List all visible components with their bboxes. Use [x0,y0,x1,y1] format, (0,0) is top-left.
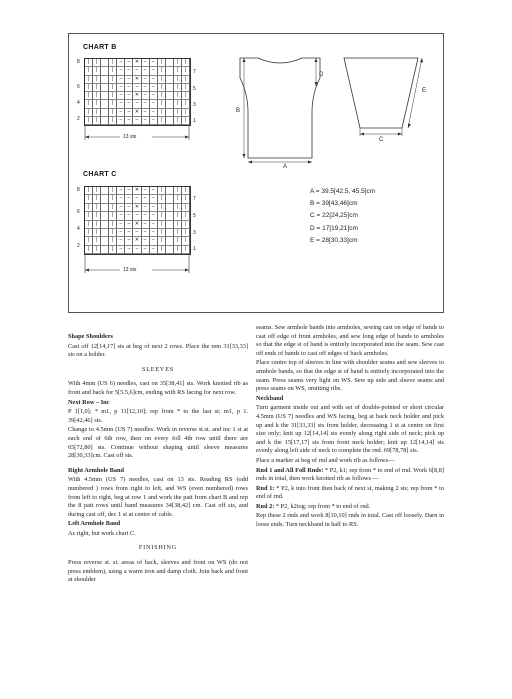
chart-cell: – [142,92,150,100]
rnd1-all-text: * P2, k1; rep from * to end of rnd. Work 6[8,8] rnds in total, then work knotted rib as follows — [256,466,444,483]
rnd2-paragraph [256,503,444,512]
chart-cell: | [182,84,190,92]
chart-cell: – [150,237,158,245]
chart-cell: | [174,109,182,117]
chart-cell: | [174,67,182,75]
chart-cell: – [117,204,125,212]
next-row-text: P 1[1,0]; * m1, p 11[12,10]; rep from * to the last st; m1, p 1. 39[42,46] sts. [68,408,248,424]
change-needles-text: Change to 4.5mm (US 7) needles. Work in reverse st.st. and inc 1 st at each end of 6th row, then on every foll 4th row until there are 65[72,80] sts. Continue without shaping until sleeve measures 28[30,33]cm. Cast off sts. [68,426,248,460]
sleeves-text: With 4mm (US 6) needles, cast on 35[38,41] sts. Work knotted rib as front and back for 5[5.5,6]cm, ending with RS facing for next row. [68,380,248,396]
chart-cell: – [125,237,133,245]
chart-cell: | [174,92,182,100]
chart-cell: | [174,187,182,195]
finishing-text: Press reverse st. st. areas of back, sleeves and front on WS (do not press emblem), using a warm iron and damp cloth. Join back and front at shoulder [68,559,248,584]
chart-cell: | [158,117,166,125]
chart-cell: | [182,195,190,203]
chart-cell: – [150,92,158,100]
chart-cell: – [150,204,158,212]
neckband-heading: Neckband [256,394,284,402]
chart-cell [166,246,174,254]
chart-cell: | [158,221,166,229]
rnd1-all-label: Rnd 1 and All Foll Rnds: [256,466,324,474]
right-armhole-band-text: With 4.5mm (US 7) needles, cast on 13 sts. Reading RS (odd numbered ) rows from right to left, and WS (even numbered) rows from left to right, beg at row 1 and work the patt from chart B and rep the 8 patt rows until band measures 34[38,42] cm. Cast off sts, and during cast off, dec 1 st at centre of cable. [68,476,248,518]
chart-cell: | [174,59,182,67]
chart-cell: – [125,59,133,67]
chart-b-row-7: 7 [193,69,196,75]
chart-cell: | [109,92,117,100]
chart-cell: – [125,212,133,220]
chart-cell: – [142,204,150,212]
chart-cell: | [93,67,101,75]
chart-cell: – [125,221,133,229]
chart-cell: – [142,195,150,203]
chart-cell: | [85,237,93,245]
chart-b-width-arrow [84,126,190,146]
shape-shoulders-text: Cast off 12[14,17] sts at beg of next 2 rows. Place the rem 31[33,33] sts on a holder. [68,342,248,359]
chart-cell: | [109,221,117,229]
chart-cell: | [174,246,182,254]
chart-cell: – [133,246,141,254]
chart-c-stitch-count: 13 sts [123,267,137,273]
chart-cell: | [93,212,101,220]
repeat-text: Rep these 2 rnds and work 8[10,10] rnds in total. Cast off loosely. Darn in loose ends. Turn neckband in half to RS. [256,512,444,529]
chart-cell [101,84,109,92]
chart-cell [101,187,109,195]
chart-cell: ✕ [133,92,141,100]
chart-cell: – [117,187,125,195]
chart-cell: – [125,117,133,125]
chart-cell: | [158,237,166,245]
chart-cell [101,237,109,245]
dimension-e-label: E [422,88,427,94]
chart-cell: | [85,204,93,212]
chart-c-row-1: 1 [193,246,196,252]
chart-cell: | [93,195,101,203]
chart-cell: | [109,84,117,92]
chart-cell [101,109,109,117]
chart-cell: ✕ [133,187,141,195]
chart-cell: – [133,212,141,220]
chart-cell: | [93,76,101,84]
chart-cell: | [109,237,117,245]
chart-cell: – [150,195,158,203]
dimension-d-label: D [319,72,324,78]
chart-cell: | [85,100,93,108]
chart-cell: ✕ [133,221,141,229]
chart-cell: | [158,100,166,108]
chart-cell: – [150,229,158,237]
chart-cell: – [142,117,150,125]
chart-cell: – [133,117,141,125]
chart-cell: | [109,187,117,195]
chart-b-row-1: 1 [193,118,196,124]
chart-cell: | [93,187,101,195]
chart-cell: – [125,67,133,75]
chart-c-row-4: 4 [77,226,80,232]
chart-cell: – [117,59,125,67]
chart-cell: – [150,187,158,195]
chart-cell: | [109,67,117,75]
chart-cell: – [150,84,158,92]
chart-cell: – [125,100,133,108]
chart-cell: | [109,212,117,220]
measurement-c: C = 22[24,25]cm [310,212,358,219]
chart-cell: – [125,195,133,203]
chart-cell: – [142,246,150,254]
chart-cell: – [125,109,133,117]
shape-shoulders-heading: Shape Shoulders [68,333,113,340]
chart-cell [166,237,174,245]
chart-cell [101,221,109,229]
chart-c-width-arrow [84,255,190,279]
left-text-column [68,333,248,586]
chart-cell: | [174,84,182,92]
chart-cell: – [150,109,158,117]
chart-cell: | [158,204,166,212]
chart-cell: ✕ [133,59,141,67]
chart-cell: – [150,100,158,108]
chart-cell: – [133,100,141,108]
chart-cell [166,212,174,220]
chart-cell: | [182,59,190,67]
chart-cell: | [182,187,190,195]
marker-text: Place a marker at beg of rnd and work rib as follows— [256,456,395,464]
chart-cell: – [117,237,125,245]
rnd2-label: Rnd 2: [256,502,275,510]
chart-cell [101,212,109,220]
chart-cell: – [142,187,150,195]
chart-cell: | [158,67,166,75]
chart-cell [166,84,174,92]
chart-cell: | [158,212,166,220]
chart-cell: – [150,221,158,229]
rnd2-text: * P2, k2tog; rep from * to end of rnd. [275,502,371,510]
dimension-c-label: C [379,137,384,143]
chart-cell [166,92,174,100]
chart-cell [166,221,174,229]
chart-cell: – [142,229,150,237]
chart-cell: | [109,246,117,254]
chart-cell [101,229,109,237]
chart-cell: | [158,92,166,100]
chart-cell: | [182,212,190,220]
chart-cell [101,67,109,75]
chart-cell: | [182,221,190,229]
chart-cell: | [174,212,182,220]
chart-cell: ✕ [133,76,141,84]
chart-cell: – [117,109,125,117]
chart-cell [166,195,174,203]
chart-cell [166,229,174,237]
chart-cell: – [142,67,150,75]
measurement-b: B = 39[43,46]cm [310,200,358,207]
chart-cell [166,204,174,212]
chart-cell: – [142,237,150,245]
chart-cell: | [174,221,182,229]
chart-cell: – [125,84,133,92]
chart-cell: | [85,109,93,117]
chart-cell [166,100,174,108]
chart-cell: – [150,212,158,220]
chart-cell: | [109,117,117,125]
chart-cell [101,204,109,212]
chart-cell: | [93,221,101,229]
chart-cell: – [150,76,158,84]
chart-cell: | [85,67,93,75]
chart-cell: | [93,246,101,254]
chart-cell: | [109,76,117,84]
chart-cell: | [85,117,93,125]
chart-cell [166,76,174,84]
chart-cell: – [133,84,141,92]
body-schematic [228,50,333,170]
chart-c-row-3: 3 [193,230,196,236]
measurement-d: D = 17[19,21]cm [310,225,358,232]
chart-cell: – [142,100,150,108]
chart-cell: | [182,229,190,237]
chart-cell: ✕ [133,237,141,245]
measurement-a: A = 39.5[42.5, 45.5]cm [310,188,376,195]
chart-cell: – [150,67,158,75]
rnd1-paragraph [256,485,444,502]
chart-cell: | [109,109,117,117]
rnd1-label: Rnd 1: [256,484,275,492]
chart-cell: | [182,92,190,100]
chart-cell: | [93,237,101,245]
chart-b-stitch-count: 13 sts [123,134,137,140]
chart-cell: | [158,246,166,254]
chart-cell: | [93,59,101,67]
chart-cell [101,117,109,125]
chart-cell: | [93,204,101,212]
chart-cell: – [125,204,133,212]
chart-cell: – [117,117,125,125]
chart-cell: | [93,109,101,117]
chart-cell: – [117,246,125,254]
chart-c-title: CHART C [83,171,117,178]
chart-cell: | [158,59,166,67]
chart-c-row-7: 7 [193,196,196,202]
chart-cell [101,76,109,84]
chart-cell: – [142,212,150,220]
chart-cell: – [142,76,150,84]
chart-cell [166,187,174,195]
chart-cell: | [174,100,182,108]
chart-cell [166,67,174,75]
measurement-e: E = 28[30,33]cm [310,237,358,244]
chart-cell: – [117,195,125,203]
chart-cell: | [85,59,93,67]
chart-cell [166,117,174,125]
next-row-heading: Next Row – Inc [68,398,110,406]
chart-cell: | [182,67,190,75]
chart-cell [101,92,109,100]
chart-cell: | [85,195,93,203]
chart-cell: | [93,117,101,125]
chart-cell [101,59,109,67]
chart-cell: ✕ [133,109,141,117]
chart-cell [166,109,174,117]
chart-cell: | [174,204,182,212]
chart-cell: | [158,187,166,195]
chart-cell: | [93,92,101,100]
chart-cell: – [125,229,133,237]
chart-cell: – [125,92,133,100]
chart-cell: | [174,195,182,203]
chart-cell: | [182,76,190,84]
chart-cell: – [117,100,125,108]
chart-cell: – [117,84,125,92]
chart-cell: | [109,229,117,237]
chart-cell: – [117,92,125,100]
chart-b-row-3: 3 [193,102,196,108]
chart-cell: | [182,109,190,117]
finishing-heading: FINISHING [138,544,178,552]
chart-cell: | [93,100,101,108]
chart-cell: – [117,76,125,84]
chart-cell: – [142,221,150,229]
chart-cell: | [109,100,117,108]
chart-cell: | [158,229,166,237]
chart-c-row-2: 2 [77,243,80,249]
chart-cell: | [182,117,190,125]
chart-cell [101,246,109,254]
chart-cell: – [133,195,141,203]
chart-cell: | [85,84,93,92]
chart-cell [101,100,109,108]
chart-cell: | [174,117,182,125]
chart-cell: – [150,246,158,254]
chart-cell: | [182,100,190,108]
left-armhole-band-heading: Left Armhole Band [68,520,121,528]
chart-b-row-4: 4 [77,100,80,106]
chart-b-row-2: 2 [77,116,80,122]
chart-cell: | [93,229,101,237]
chart-cell: | [85,76,93,84]
dimension-b-label: B [236,108,241,114]
chart-cell: – [133,67,141,75]
chart-b-title: CHART B [83,44,117,51]
chart-cell: | [158,195,166,203]
chart-b-row-5: 5 [193,86,196,92]
sleeves-heading: SLEEVES [141,365,175,373]
chart-cell: | [109,204,117,212]
rnd1-text: * P2, k into front then back of next st, making 2 sts; rep from * to end of rnd. [256,484,445,501]
sleeve-schematic [338,50,438,150]
chart-cell: | [174,237,182,245]
chart-cell: – [125,187,133,195]
chart-b-grid [84,58,191,126]
left-armhole-band-text: As right, but work chart C. [68,529,136,537]
chart-cell: | [85,246,93,254]
chart-cell: | [182,246,190,254]
chart-cell: – [142,84,150,92]
chart-cell: | [109,59,117,67]
chart-c-row-8: 8 [77,187,80,193]
chart-cell: | [85,229,93,237]
chart-cell: | [85,92,93,100]
place-sleeves-text: Place centre top of sleeves in line with shoulder seams and sew sleeves to armhole bands, so that the edge st of band is entirely incorporated into the seam. Press seams very light on WS. Sew up side and sleeve seams and press seams on WS, omitting ribs. [256,359,444,393]
chart-cell: | [85,221,93,229]
chart-cell: | [158,76,166,84]
chart-cell: – [117,67,125,75]
chart-cell: | [158,109,166,117]
chart-cell: | [85,187,93,195]
chart-cell: | [158,84,166,92]
chart-cell: – [125,246,133,254]
chart-c-row-6: 6 [77,209,80,215]
chart-cell: – [117,221,125,229]
chart-cell: – [142,109,150,117]
chart-cell: – [142,59,150,67]
chart-c-row-5: 5 [193,213,196,219]
chart-cell: – [117,229,125,237]
chart-cell: ✕ [133,204,141,212]
rnd1-all-paragraph [256,467,444,484]
chart-cell: – [150,59,158,67]
chart-cell: | [85,212,93,220]
right-armhole-band-heading: Right Armhole Band [68,466,124,474]
chart-cell [166,59,174,67]
chart-cell: | [182,237,190,245]
chart-cell: – [125,76,133,84]
chart-cell: | [182,204,190,212]
chart-c-grid [84,186,191,255]
right-text-column [256,324,444,531]
chart-b-row-8: 8 [77,59,80,65]
chart-cell: – [150,117,158,125]
chart-cell: – [133,229,141,237]
dimension-a-label: A [283,164,288,170]
chart-cell: | [174,229,182,237]
chart-cell: | [93,84,101,92]
neckband-text: Turn garment inside out and with set of double-pointed or short circular 4.5mm (US 7) needles and WS facing, beg at back neck holder and pick up and k the 31[33,33] sts from holder, decreasing 1 st at centre on first size only; knit up 12[14,14] sts evenly along right side of neck; pick up and k the 15[17,17] sts from front neck holder; knit up 12[14,14] sts evenly along left side of neck to complete the rnd. 69[78,78] sts. [256,404,444,455]
chart-cell: | [174,76,182,84]
chart-b-row-6: 6 [77,84,80,90]
chart-cell [101,195,109,203]
chart-cell: | [109,195,117,203]
chart-cell: – [117,212,125,220]
seams-text: seams. Sew armhole bands into armholes, sewing cast on edge of bands to cast off edge of front armholes, and sew long edge of bands to armholes so that the edge st of band is entirely incorporated into the seam. Sew cast off ends of bands to cast off edges of back armholes. [256,324,444,357]
